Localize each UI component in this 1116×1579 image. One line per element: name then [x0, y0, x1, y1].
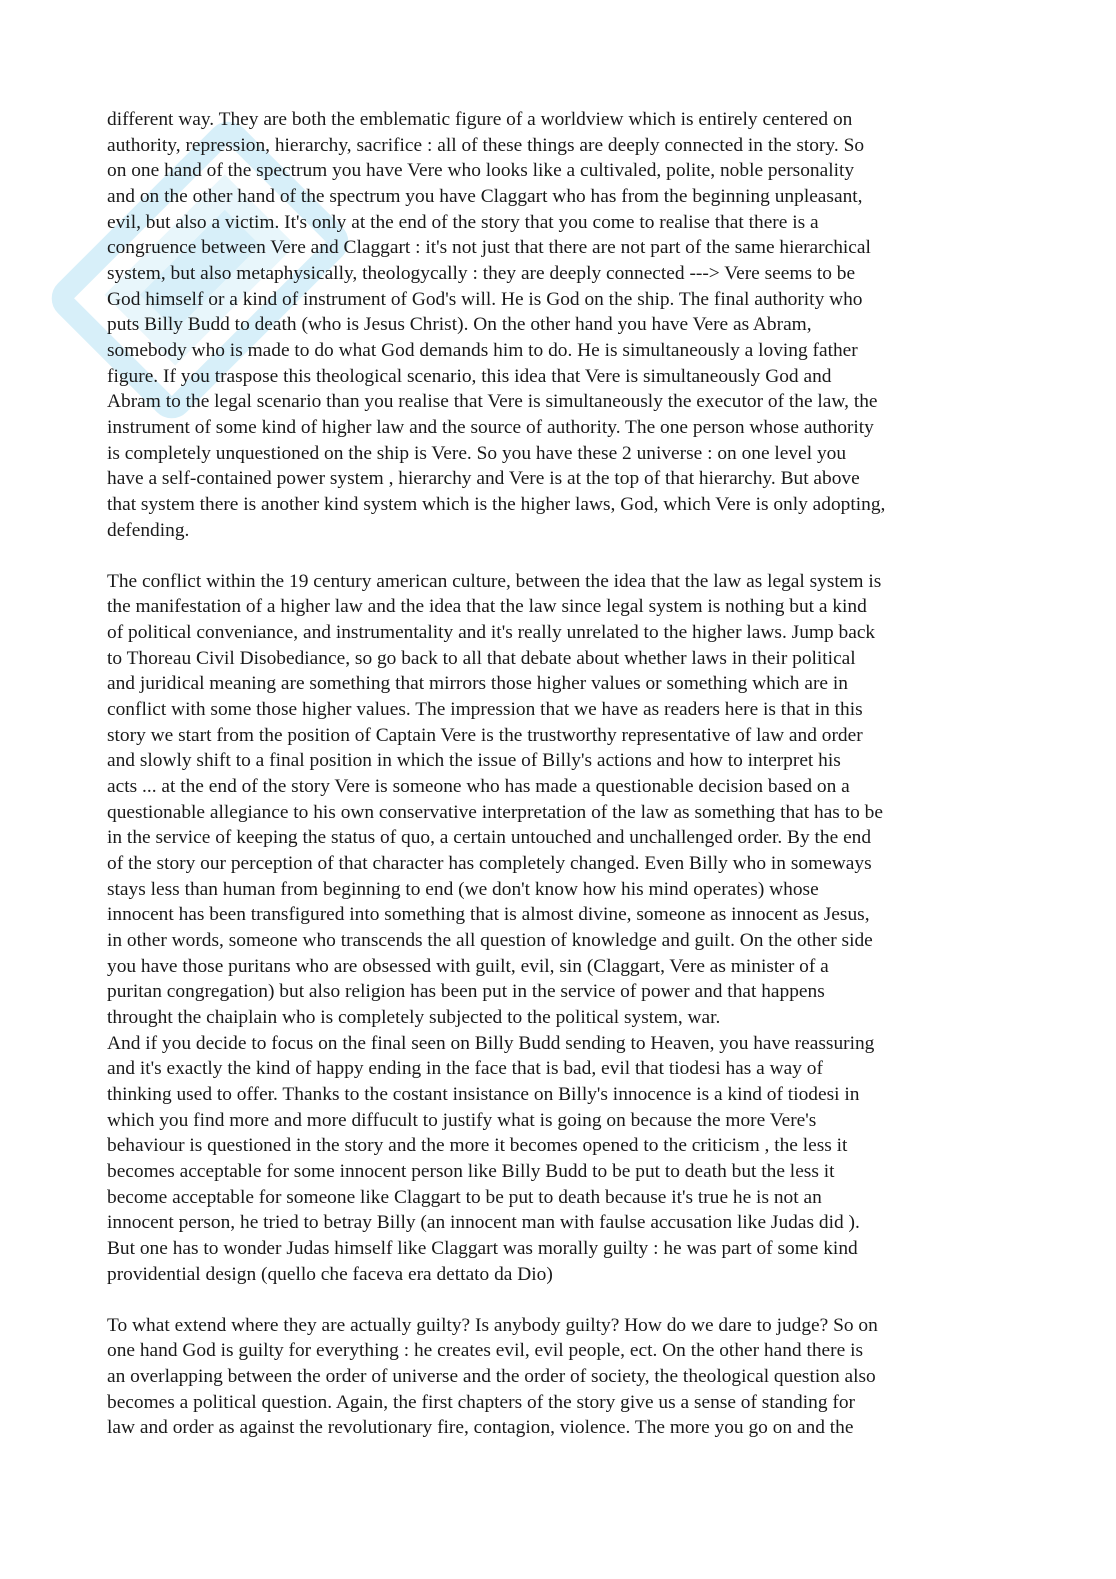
document-text: [107, 107, 1007, 1441]
text-line: to Thoreau Civil Disobediance, so go back to all that debate about whether laws in their political: [107, 647, 856, 669]
text-line: which you find more and more diffucult to justify what is going on because the more Vere's: [107, 1109, 817, 1131]
text-line: throught the chaiplain who is completely subjected to the political system, war.: [107, 1006, 721, 1028]
text-line: conflict with some those higher values. The impression that we have as readers here is that in this: [107, 699, 863, 721]
text-line: And if you decide to focus on the final seen on Billy Budd sending to Heaven, you have reassuring: [107, 1032, 875, 1054]
text-line: defending.: [107, 519, 190, 541]
text-line: somebody who is made to do what God demands him to do. He is simultaneously a loving father: [107, 339, 858, 361]
text-line: authority, repression, hierarchy, sacrifice : all of these things are deeply connected in the story. So: [107, 134, 865, 156]
text-line: of the story our perception of that character has completely changed. Even Billy who in someways: [107, 853, 872, 875]
text-line: providential design (quello che faceva era dettato da Dio): [107, 1263, 553, 1285]
paragraph: [107, 569, 1007, 1031]
text-line: innocent has been transfigured into something that is almost divine, someone as innocent as Jesus,: [107, 904, 870, 926]
text-line: To what extend where they are actually guilty? Is anybody guilty? How do we dare to judge? So on: [107, 1314, 878, 1336]
text-line: puts Billy Budd to death (who is Jesus Christ). On the other hand you have Vere as Abram,: [107, 314, 812, 336]
text-line: is completely unquestioned on the ship is Vere. So you have these 2 universe : on one level you: [107, 442, 847, 464]
text-line: stays less than human from beginning to end (we don't know how his mind operates) whose: [107, 878, 819, 900]
paragraph: [107, 1313, 1007, 1441]
text-line: becomes acceptable for some innocent person like Billy Budd to be put to death but the less it: [107, 1160, 835, 1182]
text-line: different way. They are both the emblematic figure of a worldview which is entirely centered on: [107, 109, 853, 130]
text-line: God himself or a kind of instrument of God's will. He is God on the ship. The final authority who: [107, 288, 863, 310]
text-line: you have those puritans who are obsessed with guilt, evil, sin (Claggart, Vere as minister of a: [107, 955, 829, 977]
text-line: and juridical meaning are something that mirrors those higher values or something which are in: [107, 673, 848, 695]
text-line: an overlapping between the order of universe and the order of society, the theological question also: [107, 1366, 876, 1388]
paragraph: [107, 107, 1007, 543]
text-line: acts ... at the end of the story Vere is someone who has made a questionable decision based on a: [107, 776, 850, 798]
paragraph: [107, 1031, 1007, 1288]
text-line: law and order as against the revolutionary fire, contagion, violence. The more you go on and the: [107, 1417, 854, 1439]
text-line: behaviour is questioned in the story and the more it becomes opened to the criticism , the less it: [107, 1135, 848, 1157]
text-line: in other words, someone who transcends the all question of knowledge and guilt. On the other side: [107, 929, 873, 951]
text-line: one hand God is guilty for everything : he creates evil, evil people, ect. On the other hand there is: [107, 1340, 863, 1362]
text-line: story we start from the position of Captain Vere is the trustworthy representative of law and order: [107, 724, 863, 746]
text-line: The conflict within the 19 century american culture, between the idea that the law as legal system is: [107, 570, 882, 592]
text-line: and slowly shift to a final position in which the issue of Billy's actions and how to interpret his: [107, 750, 841, 772]
text-line: in the service of keeping the status of quo, a certain untouched and unchallenged order. By the end: [107, 827, 872, 849]
text-line: thinking used to offer. Thanks to the costant insistance on Billy's innocence is a kind of tiodesi in: [107, 1083, 860, 1105]
text-line: on one hand of the spectrum you have Vere who looks like a cultivaled, polite, noble personality: [107, 160, 855, 182]
text-line: evil, but also a victim. It's only at the end of the story that you come to realise that there is a: [107, 211, 819, 233]
text-line: Abram to the legal scenario than you realise that Vere is simultaneously the executor of the law, the: [107, 391, 878, 413]
text-line: puritan congregation) but also religion has been put in the service of power and that happens: [107, 981, 825, 1003]
text-line: instrument of some kind of higher law and the source of authority. The one person whose authority: [107, 416, 874, 438]
text-line: the manifestation of a higher law and the idea that the law since legal system is nothing but a kind: [107, 596, 867, 618]
text-line: becomes a political question. Again, the first chapters of the story give us a sense of standing for: [107, 1391, 855, 1413]
text-line: But one has to wonder Judas himself like Claggart was morally guilty : he was part of some kind: [107, 1237, 858, 1259]
text-line: figure. If you traspose this theological scenario, this idea that Vere is simultaneously God and: [107, 365, 832, 387]
text-line: innocent person, he tried to betray Billy (an innocent man with faulse accusation like Judas did ).: [107, 1212, 860, 1234]
text-line: system, but also metaphysically, theologycally : they are deeply connected ---> Vere seems to be: [107, 262, 856, 284]
text-line: of political conveniance, and instrumentality and it's really unrelated to the higher laws. Jump back: [107, 622, 876, 644]
text-line: have a self-contained power system , hierarchy and Vere is at the top of that hierarchy. But above: [107, 468, 860, 490]
text-line: questionable allegiance to his own conservative interpretation of the law as something that has to be: [107, 801, 883, 823]
text-line: and on the other hand of the spectrum you have Claggart who has from the beginning unpleasant,: [107, 185, 863, 207]
text-line: and it's exactly the kind of happy ending in the face that is bad, evil that tiodesi has a way of: [107, 1058, 823, 1080]
text-line: that system there is another kind system which is the higher laws, God, which Vere is only adopting,: [107, 493, 886, 515]
text-line: become acceptable for someone like Claggart to be put to death because it's true he is not an: [107, 1186, 822, 1208]
text-line: congruence between Vere and Claggart : it's not just that there are not part of the same hierarchical: [107, 237, 871, 259]
